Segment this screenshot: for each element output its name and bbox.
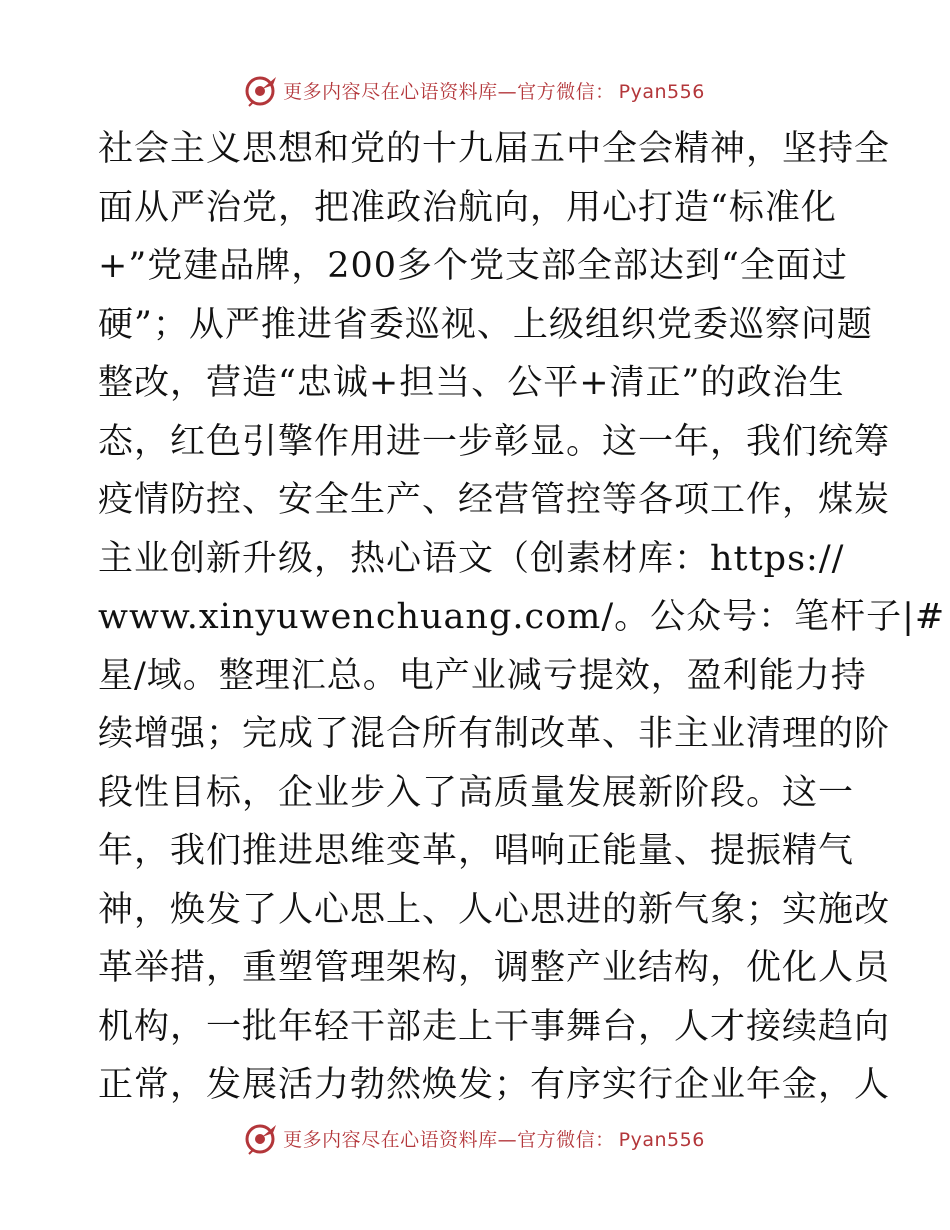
body-line: 整改，营造“忠诚+担当、公平+清正”的政治生	[98, 363, 845, 403]
header-banner-text: 更多内容尽在心语资料库—官方微信： Pyan556	[283, 80, 705, 103]
footer-banner-text: 更多内容尽在心语资料库—官方微信： Pyan556	[283, 1128, 705, 1151]
brand-logo-icon	[245, 1121, 279, 1155]
body-line: 续增强；完成了混合所有制改革、非主业清理的阶	[98, 714, 891, 754]
body-line: +”党建品牌，200多个党支部全部达到“全面过	[98, 246, 848, 286]
body-line: 段性目标，企业步入了高质量发展新阶段。这一	[98, 772, 855, 813]
body-line: 革举措，重塑管理架构，调整产业结构，优化人员	[98, 948, 891, 988]
brand-logo-icon	[245, 73, 279, 107]
footer-wechat-id: Pyan556	[618, 1128, 705, 1151]
body-line: 社会主义思想和党的十九届五中全会精神，坚持全	[98, 129, 891, 169]
body-line: 神，焕发了人心思上、人心思进的新气象；实施改	[98, 889, 891, 930]
body-line: 疫情防控、安全生产、经营管控等各项工作，煤炭	[98, 480, 891, 520]
body-line: 面从严治党，把准政治航向，用心打造“标准化	[98, 187, 837, 228]
header-wechat-id: Pyan556	[618, 80, 705, 103]
document-body	[98, 120, 946, 1115]
body-line: 正常，发展活力勃然焕发；有序实行企业年金，人	[98, 1065, 891, 1105]
body-line: 硬”；从严推进省委巡视、上级组织党委巡察问题	[98, 304, 873, 345]
body-line: 机构，一批年轻干部走上干事舞台，人才接续趋向	[98, 1006, 891, 1047]
body-line: www.xinyuwenchuang.com/。公众号：笔杆子|#	[98, 597, 946, 637]
body-line: 主业创新升级，热心语文（创素材库：https://	[98, 538, 845, 579]
body-line: 星/域。整理汇总。电产业减亏提效，盈利能力持	[98, 655, 867, 696]
header-banner	[0, 70, 950, 110]
footer-banner	[0, 1118, 950, 1158]
body-line: 年，我们推进思维变革，唱响正能量、提振精气	[98, 831, 855, 871]
body-line: 态，红色引擎作用进一步彰显。这一年，我们统筹	[98, 421, 891, 462]
